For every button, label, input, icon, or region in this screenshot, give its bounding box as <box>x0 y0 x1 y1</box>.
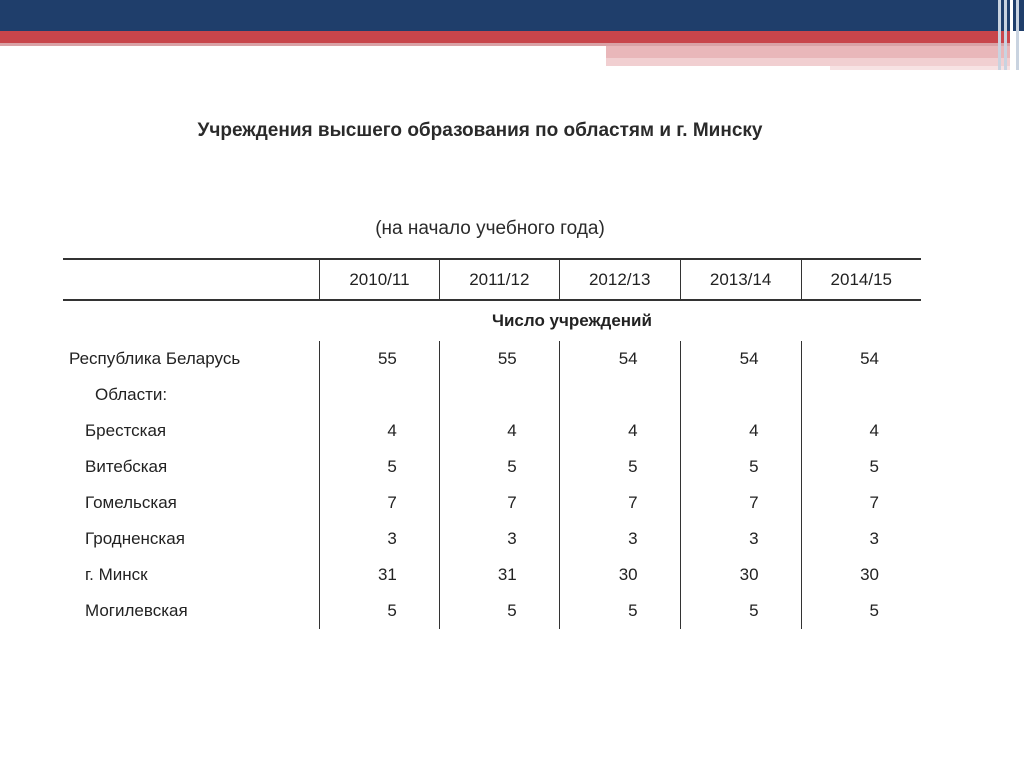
table-cell: 4 <box>801 413 921 449</box>
table-cell: 54 <box>680 341 801 377</box>
header-bar-pink-faint <box>830 66 1010 70</box>
table-cell: 3 <box>559 521 680 557</box>
institutions-table <box>63 258 921 629</box>
document-title: Учреждения высшего образования по областям и г. Минску <box>197 120 763 141</box>
table-cell <box>801 377 921 413</box>
header-stripe <box>1010 0 1013 70</box>
table-cell <box>680 377 801 413</box>
table-cell: 7 <box>680 485 801 521</box>
table-cell: 4 <box>680 413 801 449</box>
table-cell: 5 <box>320 593 440 629</box>
table-cell: 5 <box>320 449 440 485</box>
header-bar-navy <box>0 0 1024 31</box>
column-header: 2014/15 <box>801 259 921 300</box>
table-cell: 3 <box>801 521 921 557</box>
table-cell: 5 <box>439 449 559 485</box>
table-cell: 55 <box>320 341 440 377</box>
table-cell: 55 <box>439 341 559 377</box>
row-label: г. Минск <box>85 565 148 584</box>
table-row <box>63 449 921 485</box>
row-label: Гродненская <box>85 529 185 548</box>
row-label: Гомельская <box>85 493 177 512</box>
table-row <box>63 413 921 449</box>
row-label: Республика Беларусь <box>69 349 241 368</box>
table-cell: 7 <box>320 485 440 521</box>
table-cell: 5 <box>439 593 559 629</box>
section-row <box>63 300 921 341</box>
table-cell: 3 <box>680 521 801 557</box>
table-cell: 3 <box>439 521 559 557</box>
table-cell: 7 <box>801 485 921 521</box>
table-cell: 5 <box>801 449 921 485</box>
table-cell: 5 <box>559 449 680 485</box>
column-header: 2011/12 <box>439 259 559 300</box>
table-cell: 30 <box>680 557 801 593</box>
header-stripe <box>1004 0 1007 70</box>
header-bar-pink-light <box>606 58 1010 66</box>
table-row <box>63 377 921 413</box>
column-header: 2013/14 <box>680 259 801 300</box>
table-row <box>63 557 921 593</box>
table-row <box>63 341 921 377</box>
column-header: 2012/13 <box>559 259 680 300</box>
row-label: Могилевская <box>85 601 188 620</box>
table-cell: 30 <box>801 557 921 593</box>
table-cell: 5 <box>680 449 801 485</box>
header-stripe <box>998 0 1001 70</box>
table-cell <box>559 377 680 413</box>
table-cell <box>320 377 440 413</box>
section-label: Число учреждений <box>492 311 652 330</box>
table-cell: 7 <box>559 485 680 521</box>
table-cell: 5 <box>559 593 680 629</box>
header-stripe <box>1016 0 1019 70</box>
table-cell <box>439 377 559 413</box>
row-label: Витебская <box>85 457 168 476</box>
table-cell: 4 <box>439 413 559 449</box>
stub-header <box>63 259 320 300</box>
table-cell: 30 <box>559 557 680 593</box>
row-label: Области: <box>95 385 168 404</box>
table-cell: 31 <box>320 557 440 593</box>
table-row <box>63 521 921 557</box>
header-bar-red <box>0 31 1010 43</box>
table-row <box>63 485 921 521</box>
table-cell: 54 <box>559 341 680 377</box>
table-cell: 31 <box>439 557 559 593</box>
table-cell: 5 <box>680 593 801 629</box>
table-cell: 54 <box>801 341 921 377</box>
table-cell: 4 <box>320 413 440 449</box>
table-cell: 5 <box>801 593 921 629</box>
document-subtitle: (на начало учебного года) <box>375 218 605 239</box>
row-label: Брестская <box>85 421 167 440</box>
table-row <box>63 593 921 629</box>
table-cell: 4 <box>559 413 680 449</box>
table-cell: 3 <box>320 521 440 557</box>
header-row <box>63 259 921 300</box>
column-header: 2010/11 <box>320 259 440 300</box>
header-bar-pink <box>606 46 1010 58</box>
table-cell: 7 <box>439 485 559 521</box>
